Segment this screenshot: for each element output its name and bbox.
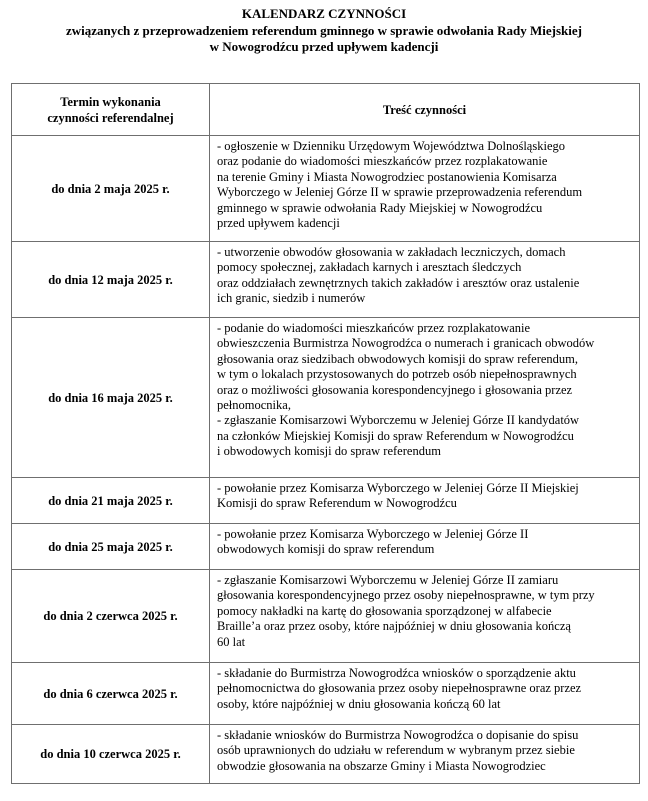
description-line: obwodzie głosowania na obszarze Gminy i Miasta Nowogrodziec [217,758,546,773]
row-description [210,663,640,725]
table-row [12,318,640,478]
description-line: przed upływem kadencji [217,216,340,231]
title-line-2: związanych z przeprowadzeniem referendum gminnego w sprawie odwołania Rady Miejskiej [66,22,582,38]
description-line: ich granic, siedzib i numerów [217,291,366,306]
description-line: na terenie Gminy i Miasta Nowogrodziec postanowienia Komisarza [217,169,557,184]
description-line: Komisji do spraw Referendum w Nowogrodźcu [217,496,457,511]
description-line: oraz oddziałach zewnętrznych takich zakładów i aresztów oraz ustalenie [217,275,580,290]
table-row [12,136,640,242]
row-date: do dnia 2 czerwca 2025 r. [12,570,210,663]
description-line: głosowania korespondencyjnego przez osoby niepełnosprawne, w tym przy [217,588,595,603]
table-row [12,570,640,663]
document-title [0,6,648,56]
row-description [210,478,640,524]
row-description [210,570,640,663]
description-line: - ogłoszenie w Dzienniku Urzędowym Województwa Dolnośląskiego [217,139,565,153]
description-line: - składanie do Burmistrza Nowogrodźca wniosków o sporządzenie aktu [217,666,576,680]
description-line: oraz o możliwości głosowania korespondencyjnego i głosowania przez [217,382,573,397]
table-header-row [12,84,640,136]
description-line: 60 lat [217,634,246,649]
description-line: w tym o lokalach przystosowanych do potrzeb osób niepełnosprawnych [217,367,577,382]
table-row [12,663,640,725]
description-line: pomocy społecznej, zakładach karnych i aresztach śledczych [217,260,522,275]
description-line: gminnego w sprawie odwołania Rady Miejskiej w Nowogrodźcu [217,200,543,215]
description-line: pomocy nakładki na kartę do głosowania sporządzonej w alfabecie [217,603,552,618]
row-date: do dnia 6 czerwca 2025 r. [12,663,210,725]
row-description [210,136,640,242]
row-description [210,242,640,318]
description-line: głosowania oraz siedzibach obwodowych komisji do spraw referendum, [217,351,579,366]
row-date: do dnia 25 maja 2025 r. [12,524,210,570]
row-description [210,318,640,478]
table-row [12,242,640,318]
header-term-line-2: czynności referendalnej [47,110,174,125]
description-line: - zgłaszanie Komisarzowi Wyborczemu w Jeleniej Górze II kandydatów [217,413,580,428]
description-line: osoby, które najpóźniej w dniu głosowania kończą 60 lat [217,696,501,711]
description-line: - utworzenie obwodów głosowania w zakładach leczniczych, domach [217,245,566,259]
row-description [210,725,640,784]
title-line-3: w Nowogrodźcu przed upływem kadencji [209,39,439,54]
description-line: - powołanie przez Komisarza Wyborczego w Jeleniej Górze II [217,527,529,541]
description-line: osób uprawnionych do udziału w referendum w wybranym przez siebie [217,743,575,758]
title-line-1: KALENDARZ CZYNNOŚCI [241,6,407,21]
description-line: - składanie wniosków do Burmistrza Nowogrodźca o dopisanie do spisu [217,728,579,742]
description-line: pełnomocnictwa do głosowania przez osoby niepełnosprawne oraz przez [217,681,582,696]
row-date: do dnia 12 maja 2025 r. [12,242,210,318]
schedule-table [11,83,640,784]
header-content: Treść czynności [210,84,640,136]
description-line: na członków Miejskiej Komisji do spraw Referendum w Nowogrodźcu [217,428,574,443]
row-date: do dnia 2 maja 2025 r. [12,136,210,242]
description-line: obwodowych komisji do spraw referendum [217,542,435,557]
description-line: - zgłaszanie Komisarzowi Wyborczemu w Jeleniej Górze II zamiaru [217,573,559,587]
row-date: do dnia 21 maja 2025 r. [12,478,210,524]
description-line: pełnomocnika, [217,398,291,413]
description-line: obwieszczenia Burmistrza Nowogrodźca o numerach i granicach obwodów [217,336,595,351]
table-row [12,725,640,784]
description-line: Braille’a oraz przez osoby, które najpóźniej w dniu głosowania kończą [217,619,571,634]
description-line: i obwodowych komisji do spraw referendum [217,444,441,459]
description-line: Wyborczego w Jeleniej Górze II w sprawie przeprowadzenia referendum [217,185,583,200]
description-line: - powołanie przez Komisarza Wyborczego w Jeleniej Górze II Miejskiej [217,481,579,495]
table-row [12,478,640,524]
table-row [12,524,640,570]
row-date: do dnia 16 maja 2025 r. [12,318,210,478]
row-date: do dnia 10 czerwca 2025 r. [12,725,210,784]
header-term [12,84,210,136]
description-line: oraz podanie do wiadomości mieszkańców przez rozplakatowanie [217,154,548,169]
header-term-line-1: Termin wykonania [60,94,161,109]
description-line: - podanie do wiadomości mieszkańców przez rozplakatowanie [217,321,531,335]
row-description [210,524,640,570]
